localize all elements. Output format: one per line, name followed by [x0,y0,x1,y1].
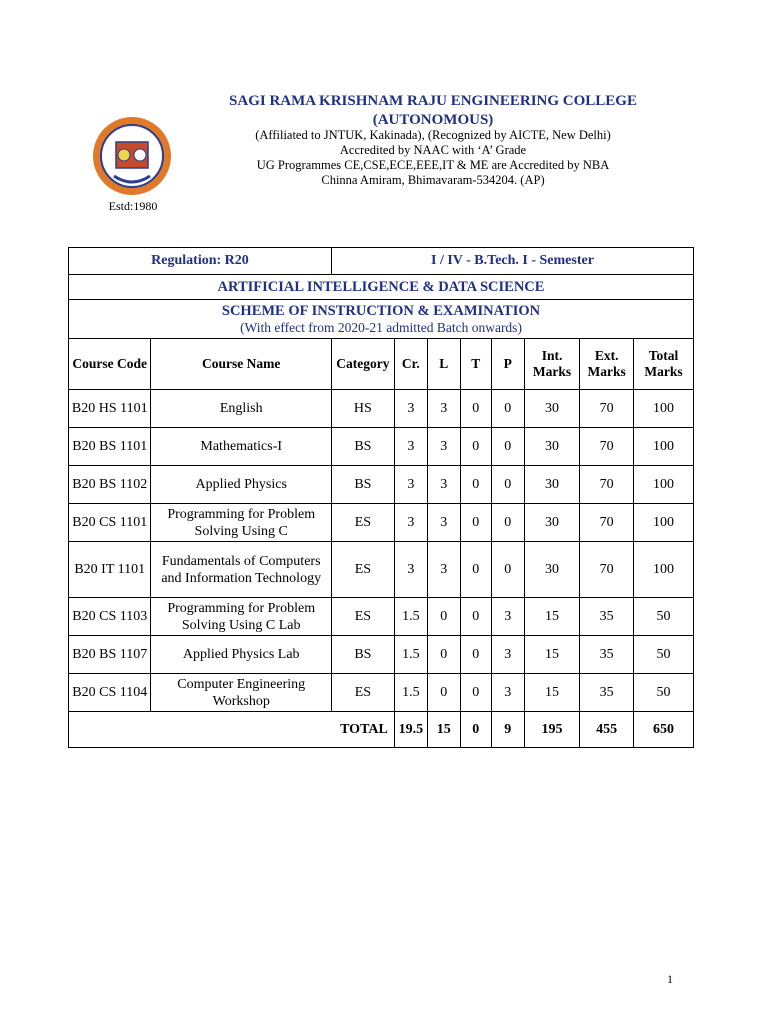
affiliation-line: (Affiliated to JNTUK, Kakinada), (Recognized by AICTE, New Delhi) [255,128,611,142]
total-cr: 19.5 [394,712,427,748]
course-int-cell: 15 [524,636,580,674]
course-row [69,636,694,674]
course-category-cell: ES [331,598,394,636]
course-row [69,466,694,504]
scheme-table [68,247,694,748]
course-code-cell: B20 IT 1101 [69,542,151,598]
course-cr-cell: 3 [394,504,427,542]
course-category-cell: BS [331,466,394,504]
course-l-cell: 0 [427,598,460,636]
course-cr-cell: 1.5 [394,636,427,674]
course-ext-cell: 70 [580,390,634,428]
course-row [69,598,694,636]
total-ext: 455 [580,712,634,748]
course-category-cell: HS [331,390,394,428]
course-category-cell: BS [331,636,394,674]
course-int-cell: 30 [524,504,580,542]
col-header-name: Course Name [151,339,331,390]
course-category-cell: ES [331,542,394,598]
logo-gear-icon [118,149,130,161]
course-t-cell: 0 [460,428,491,466]
course-l-cell: 3 [427,504,460,542]
effect-note: (With effect from 2020-21 admitted Batch onwards) [240,319,522,335]
course-name-cell: Fundamentals of Computers and Information Technology [151,542,331,598]
autonomous-label: (AUTONOMOUS) [372,112,494,128]
course-t-cell: 0 [460,466,491,504]
established-year: Estd:1980 [108,199,158,213]
course-name-cell: Mathematics-I [151,428,331,466]
col-header-ext: Ext. Marks [580,339,634,390]
course-cr-cell: 3 [394,542,427,598]
course-l-cell: 3 [427,390,460,428]
column-header-row [69,339,694,390]
total-row [69,712,694,748]
total-int: 195 [524,712,580,748]
course-t-cell: 0 [460,542,491,598]
logo-wheel-icon [134,149,146,161]
course-p-cell: 0 [491,428,524,466]
course-code-cell: B20 HS 1101 [69,390,151,428]
course-t-cell: 0 [460,598,491,636]
course-p-cell: 0 [491,504,524,542]
col-header-cr: Cr. [394,339,427,390]
course-t-cell: 0 [460,390,491,428]
course-int-cell: 15 [524,598,580,636]
course-category-cell: ES [331,674,394,712]
course-code-cell: B20 BS 1107 [69,636,151,674]
course-row [69,428,694,466]
course-p-cell: 0 [491,542,524,598]
course-ext-cell: 35 [580,674,634,712]
course-ext-cell: 70 [580,466,634,504]
course-code-cell: B20 CS 1101 [69,504,151,542]
course-category-cell: BS [331,428,394,466]
address-line: Chinna Amiram, Bhimavaram-534204. (AP) [321,173,545,187]
semester-cell: I / IV - B.Tech. I - Semester [331,248,693,275]
course-name-cell: Programming for Problem Solving Using C Lab [151,598,331,636]
course-p-cell: 3 [491,636,524,674]
course-t-cell: 0 [460,636,491,674]
course-code-cell: B20 CS 1103 [69,598,151,636]
course-name-cell: Computer Engineering Workshop [151,674,331,712]
course-int-cell: 15 [524,674,580,712]
course-name-cell: Applied Physics [151,466,331,504]
course-cr-cell: 1.5 [394,598,427,636]
col-header-int: Int. Marks [524,339,580,390]
col-header-t: T [460,339,491,390]
col-header-category: Category [331,339,394,390]
col-header-p: P [491,339,524,390]
college-name-block [188,92,678,130]
course-name-cell: Applied Physics Lab [151,636,331,674]
college-name: SAGI RAMA KRISHNAM RAJU ENGINEERING COLLEGE [229,93,637,109]
course-row [69,542,694,598]
course-total-cell: 50 [633,636,693,674]
col-header-total: Total Marks [633,339,693,390]
course-row [69,390,694,428]
course-code-cell: B20 BS 1102 [69,466,151,504]
course-row [69,674,694,712]
course-total-cell: 100 [633,504,693,542]
course-name-cell: Programming for Problem Solving Using C [151,504,331,542]
course-total-cell: 100 [633,466,693,504]
scheme-title-cell [69,300,694,339]
course-l-cell: 3 [427,542,460,598]
total-l: 15 [427,712,460,748]
college-logo [92,114,172,198]
course-p-cell: 3 [491,674,524,712]
course-row [69,504,694,542]
course-ext-cell: 35 [580,636,634,674]
course-cr-cell: 1.5 [394,674,427,712]
course-cr-cell: 3 [394,466,427,504]
course-total-cell: 100 [633,542,693,598]
col-header-code: Course Code [69,339,151,390]
course-code-cell: B20 CS 1104 [69,674,151,712]
course-l-cell: 3 [427,466,460,504]
course-category-cell: ES [331,504,394,542]
course-total-cell: 100 [633,428,693,466]
course-ext-cell: 70 [580,542,634,598]
total-label: TOTAL [69,712,395,748]
course-l-cell: 3 [427,428,460,466]
course-t-cell: 0 [460,504,491,542]
course-rows [69,390,694,712]
course-total-cell: 50 [633,674,693,712]
course-ext-cell: 35 [580,598,634,636]
course-name-cell: English [151,390,331,428]
course-int-cell: 30 [524,390,580,428]
course-int-cell: 30 [524,542,580,598]
col-header-l: L [427,339,460,390]
course-p-cell: 0 [491,390,524,428]
course-cr-cell: 3 [394,428,427,466]
total-t: 0 [460,712,491,748]
total-p: 9 [491,712,524,748]
course-ext-cell: 70 [580,504,634,542]
course-p-cell: 3 [491,598,524,636]
regulation-cell: Regulation: R20 [69,248,332,275]
nba-line: UG Programmes CE,CSE,ECE,EEE,IT & ME are Accredited by NBA [256,158,610,172]
course-l-cell: 0 [427,636,460,674]
accreditation-line: Accredited by NAAC with ‘A’ Grade [339,143,527,157]
course-total-cell: 50 [633,598,693,636]
course-l-cell: 0 [427,674,460,712]
course-total-cell: 100 [633,390,693,428]
total-marks: 650 [633,712,693,748]
course-cr-cell: 3 [394,390,427,428]
course-int-cell: 30 [524,466,580,504]
course-int-cell: 30 [524,428,580,466]
course-code-cell: B20 BS 1101 [69,428,151,466]
scheme-title: SCHEME OF INSTRUCTION & EXAMINATION [221,302,541,319]
course-ext-cell: 70 [580,428,634,466]
department-title: ARTIFICIAL INTELLIGENCE & DATA SCIENCE [69,275,694,300]
course-t-cell: 0 [460,674,491,712]
page-number: 1 [667,972,673,986]
course-p-cell: 0 [491,466,524,504]
